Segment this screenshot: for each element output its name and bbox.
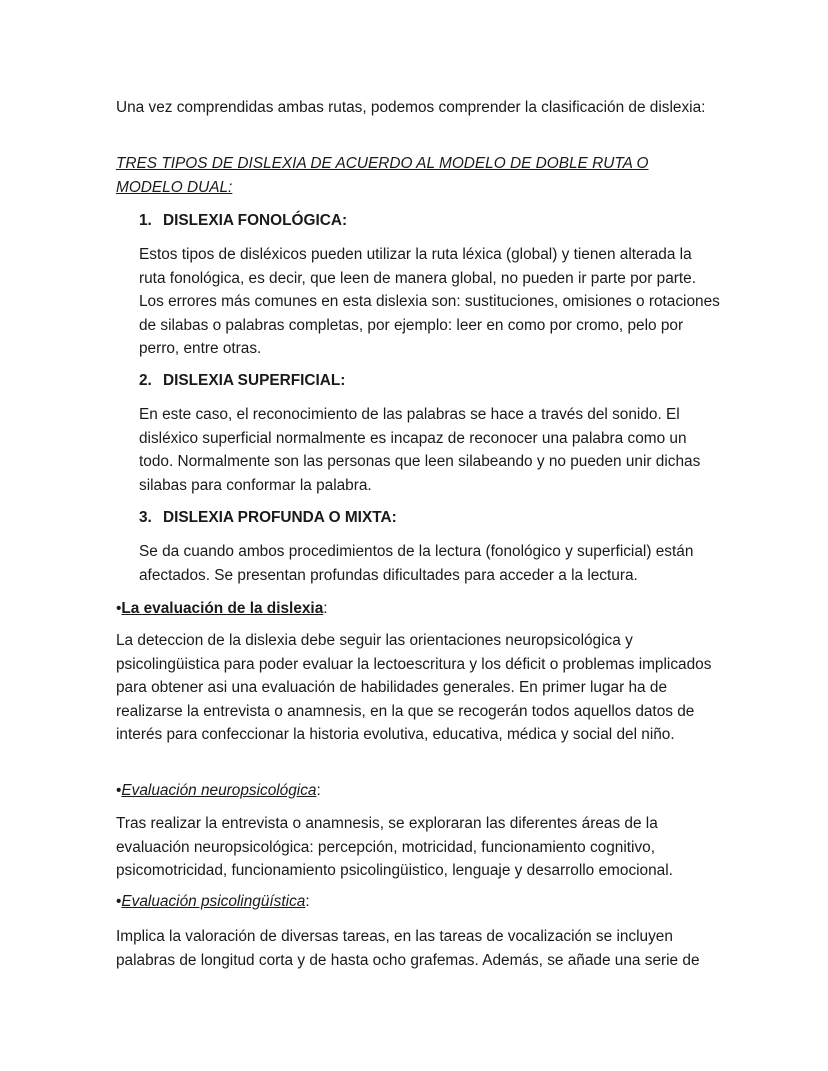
- type-2-title-text: DISLEXIA SUPERFICIAL:: [163, 372, 346, 389]
- neuro-title: Evaluación neuropsicológica: [121, 782, 317, 799]
- type-3-body: Se da cuando ambos procedimientos de la lectura (fonológico y superficial) están afectados. Se presentan profundas dificultades para acceder a la lectura.: [139, 543, 694, 584]
- type-2-title: [139, 369, 721, 393]
- type-1-title-text: DISLEXIA FONOLÓGICA:: [163, 212, 348, 229]
- psico-heading: [116, 890, 716, 914]
- type-3-title: [139, 506, 721, 530]
- evaluation-heading: [116, 597, 716, 621]
- type-2-number: 2.: [139, 372, 152, 389]
- type-1-body: Estos tipos de disléxicos pueden utilizar la ruta léxica (global) y tienen alterada la ruta fonológica, es decir, que leen de manera global, no pueden ir parte por parte. Los errores más comunes en esta dislexia son: sustituciones, omisiones o rotaciones de silabas o palabras completas, por ejemplo: leer en como por cromo, pelo por perro, entre otras.: [139, 246, 720, 357]
- neuro-colon: :: [316, 782, 321, 799]
- psico-body: Implica la valoración de diversas tareas, en las tareas de vocalización se incluyen palabras de longitud corta y de hasta ocho grafemas. Además, se añade una serie de: [116, 928, 700, 969]
- evaluation-colon: :: [323, 600, 328, 617]
- neuro-heading: [116, 779, 716, 803]
- type-2-body: En este caso, el reconocimiento de las palabras se hace a través del sonido. El disléxico superficial normalmente es incapaz de reconocer una palabra como un todo. Normalmente son las personas que leen silabeando y no pueden unir dichas silabas para conformar la palabra.: [139, 406, 701, 494]
- evaluation-bullet: •: [116, 600, 122, 617]
- section-heading: TRES TIPOS DE DISLEXIA DE ACUERDO AL MODELO DE DOBLE RUTA O MODELO DUAL:: [116, 155, 649, 196]
- evaluation-body: La deteccion de la dislexia debe seguir las orientaciones neuropsicológica y psicolingüistica para poder evaluar la lectoescritura y los déficit o problemas implicados para obtener asi una evaluación de habilidades generales. En primer lugar ha de realizarse la entrevista o anamnesis, en la que se recogerán todos aquellos datos de interés para confeccionar la historia evolutiva, educativa, médica y social del niño.: [116, 632, 712, 743]
- psico-bullet: •: [116, 893, 122, 910]
- neuro-bullet: •: [116, 782, 122, 799]
- type-1-number: 1.: [139, 212, 152, 229]
- psico-title: Evaluación psicolingüística: [121, 893, 306, 910]
- type-1-title: [139, 209, 721, 233]
- type-3-title-text: DISLEXIA PROFUNDA O MIXTA:: [163, 509, 397, 526]
- type-3-number: 3.: [139, 509, 152, 526]
- psico-colon: :: [305, 893, 310, 910]
- neuro-body: Tras realizar la entrevista o anamnesis, se exploraran las diferentes áreas de la evaluación neuropsicológica: percepción, motricidad, funcionamiento cognitivo, psicomotricidad, funcionamiento psicolingüistico, lenguaje y desarrollo emocional.: [116, 815, 673, 879]
- evaluation-title: La evaluación de la dislexia: [121, 600, 324, 617]
- intro-paragraph: Una vez comprendidas ambas rutas, podemos comprender la clasificación de dislexia:: [116, 99, 706, 116]
